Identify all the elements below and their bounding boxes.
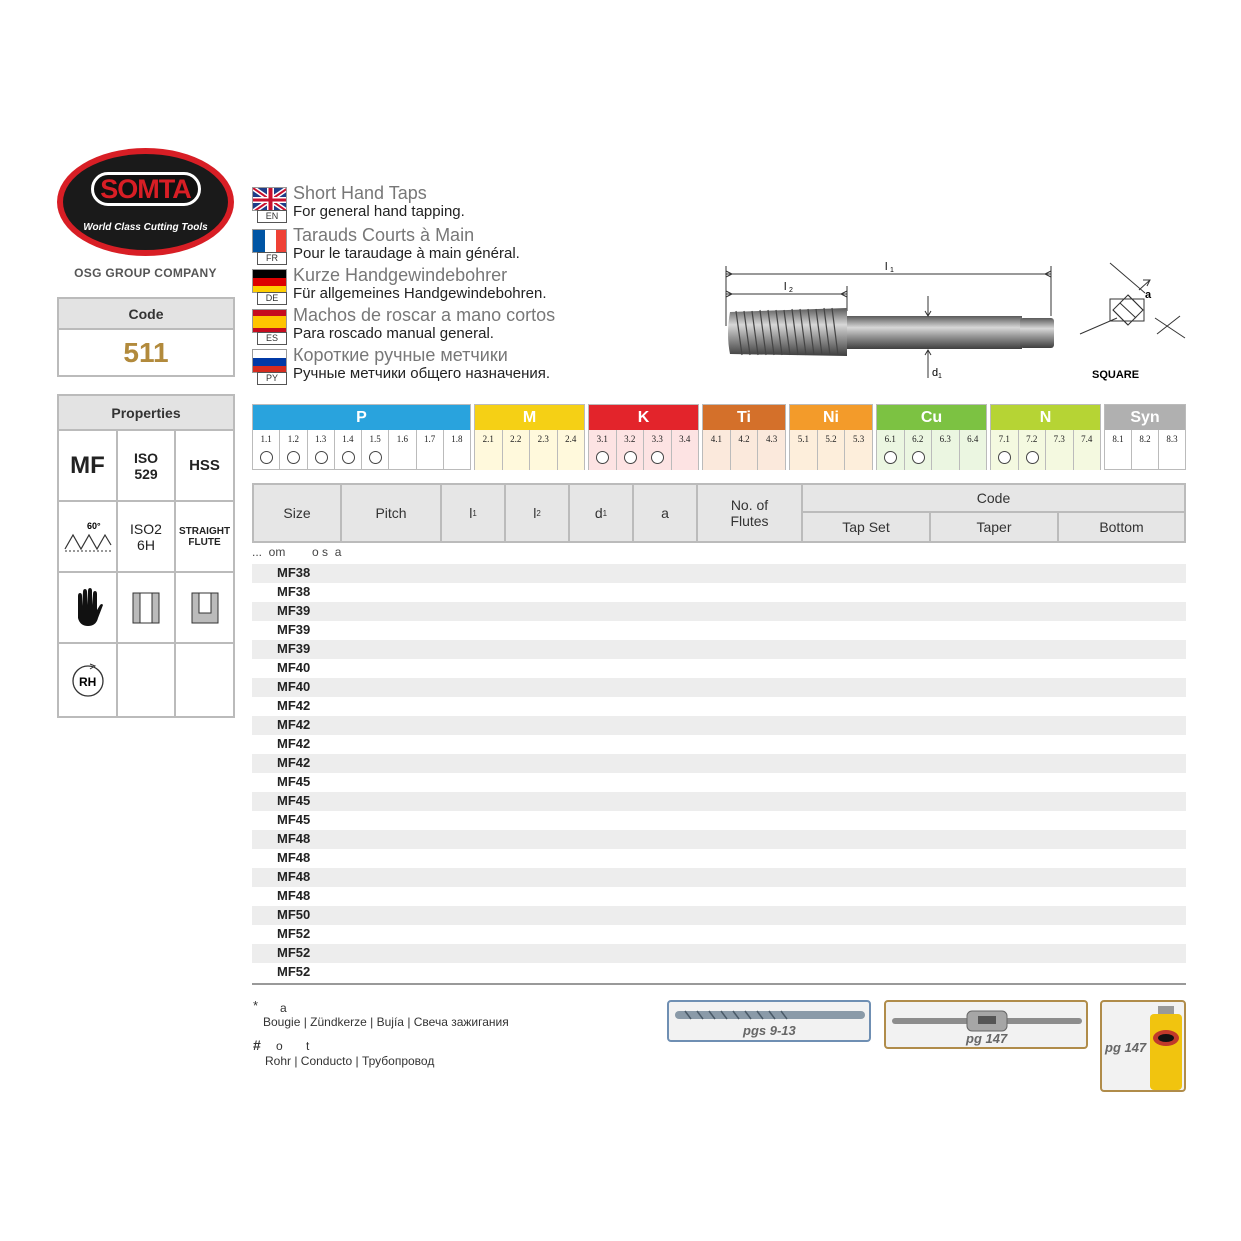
material-hss: HSS: [176, 431, 233, 502]
table-row: [252, 906, 1186, 925]
material-sub: 1.4: [335, 430, 362, 470]
lang-title: Kurze Handgewindebohrer: [293, 265, 508, 285]
col-d1: d 1: [570, 485, 634, 541]
flag-russia-icon: [252, 349, 287, 373]
blind-hole-icon: [176, 573, 233, 644]
row-size: MF38: [277, 584, 311, 599]
right-hand-label: RH: [78, 675, 96, 689]
lang-en: [252, 183, 672, 223]
col-l2: l 2: [506, 485, 570, 541]
material-sub: 6.3: [932, 430, 960, 470]
spray-can-icon: [1148, 1006, 1184, 1090]
flag-france-icon: [252, 229, 287, 253]
material-name: Ni: [790, 405, 872, 430]
material-group-ni: [789, 404, 873, 470]
material-group-cu: [876, 404, 987, 470]
row-size: MF40: [277, 660, 311, 675]
somta-logo: [57, 148, 234, 256]
row-size: MF45: [277, 812, 311, 827]
footnote-hash-text: Rohr | Conducto | Трубопровод: [265, 1054, 435, 1068]
suitable-circle-icon: [912, 451, 925, 464]
material-sub: 3.2: [617, 430, 645, 470]
col-l1: l 1: [442, 485, 506, 541]
footnote-star-symbol: *: [253, 998, 259, 1013]
table-row: [252, 716, 1186, 735]
right-hand-icon: [59, 644, 118, 716]
col-tapset: Tap Set: [803, 513, 931, 541]
table-row: [252, 754, 1186, 773]
material-group-m: [474, 404, 585, 470]
material-sub: 2.1: [475, 430, 503, 470]
l2-sub: 2: [789, 287, 793, 294]
table-row: [252, 963, 1186, 982]
footnote-star-text: Bougie | Zündkerze | Bujía | Свеча зажигания: [263, 1015, 509, 1029]
material-sub: 1.3: [308, 430, 335, 470]
material-sub: 1.8: [451, 434, 463, 444]
suitable-circle-icon: [287, 451, 300, 464]
table-row: [252, 773, 1186, 792]
flag-spain-icon: [252, 309, 287, 333]
row-size: MF52: [277, 926, 311, 941]
col-bottom: Bottom: [1099, 519, 1144, 535]
material-name: Ti: [703, 405, 785, 430]
thread-type: MF: [59, 431, 118, 502]
table-row: [252, 602, 1186, 621]
row-size: MF39: [277, 641, 311, 656]
material-sub: 1.2: [280, 430, 307, 470]
d1-label: d: [932, 367, 939, 379]
material-sub: 5.2: [818, 430, 846, 470]
thread-angle-label: 60°: [86, 520, 101, 531]
footnote-star-word: a: [280, 1001, 287, 1015]
material-sub: 3.3: [644, 430, 672, 470]
row-size: MF40: [277, 679, 311, 694]
material-sub: 5.3: [853, 434, 865, 444]
d1-sub: 1: [938, 373, 942, 380]
table-row: [252, 735, 1186, 754]
table-row: [252, 830, 1186, 849]
table-row: [252, 925, 1186, 944]
material-sub: 1.1: [253, 430, 280, 470]
material-sub: 3.1: [589, 430, 617, 470]
material-sub: 2.4: [565, 434, 577, 444]
material-name: M: [475, 405, 584, 430]
tap-wrench-accessory[interactable]: [884, 1000, 1088, 1049]
table-row: [252, 621, 1186, 640]
lang-es: [252, 305, 672, 345]
material-sub: 8.2: [1132, 430, 1159, 470]
row-size: MF48: [277, 869, 311, 884]
material-sub: 6.2: [905, 430, 933, 470]
suitable-circle-icon: [369, 451, 382, 464]
flag-germany-icon: [252, 269, 287, 293]
lang-subtitle: Für allgemeines Handgewindebohren.: [293, 285, 547, 302]
lang-code: FR: [257, 252, 287, 265]
row-size: MF52: [277, 945, 311, 960]
flute-type: STRAIGHT FLUTE: [176, 502, 233, 573]
material-sub: 4.2: [731, 430, 759, 470]
row-size: MF39: [277, 622, 311, 637]
through-hole-icon: [118, 573, 176, 644]
properties-label: Properties: [59, 396, 233, 431]
material-name: K: [589, 405, 698, 430]
tap-diagram: [720, 256, 1065, 386]
material-sub: 5.1: [790, 430, 818, 470]
suitable-circle-icon: [998, 451, 1011, 464]
row-size: MF48: [277, 888, 311, 903]
material-name: P: [253, 405, 470, 430]
lang-title: Tarauds Courts à Main: [293, 225, 475, 245]
table-row: [252, 887, 1186, 906]
material-name: N: [991, 405, 1100, 430]
material-name: Syn: [1105, 405, 1185, 430]
table-row: [252, 678, 1186, 697]
table-row: [252, 868, 1186, 887]
suitable-circle-icon: [260, 451, 273, 464]
properties-box: [57, 394, 235, 718]
drill-icon: [675, 1007, 865, 1023]
col-pitch: Pitch: [342, 485, 442, 541]
material-sub: 7.4: [1081, 434, 1093, 444]
table-bottom-rule: [252, 983, 1186, 985]
table-header: [252, 483, 1186, 543]
col-size: Size: [254, 485, 342, 541]
fluid-page-ref: pg 147: [1105, 1040, 1147, 1055]
table-row: [252, 944, 1186, 963]
lang-fr: [252, 225, 672, 265]
material-sub: 1.6: [389, 430, 416, 470]
lang-title: Короткие ручные метчики: [293, 345, 508, 365]
logo-tagline: World Class Cutting Tools: [83, 222, 208, 233]
table-row: [252, 564, 1186, 583]
lang-code: DE: [257, 292, 287, 305]
material-group-k: [588, 404, 699, 470]
thread-angle-icon: [59, 502, 118, 573]
table-row: [252, 811, 1186, 830]
table-row: [252, 849, 1186, 868]
material-name: Cu: [877, 405, 986, 430]
l1-sub: 1: [890, 267, 894, 274]
cutting-fluid-accessory[interactable]: [1100, 1000, 1186, 1092]
wrench-page-ref: pg 147: [966, 1031, 1008, 1046]
material-sub: 2.2: [503, 430, 531, 470]
footnote-hash-word: o t: [276, 1039, 310, 1053]
suitable-circle-icon: [315, 451, 328, 464]
material-sub: 6.1: [877, 430, 905, 470]
material-sub: 1.7: [417, 430, 444, 470]
material-sub: 8.3: [1166, 434, 1178, 444]
empty-cell: [176, 644, 233, 716]
group-company: OSG GROUP COMPANY: [74, 266, 217, 280]
row-size: MF42: [277, 717, 311, 732]
code-label: Code: [59, 299, 233, 330]
col-flutes: No. of Flutes: [698, 485, 803, 541]
table-row: [252, 792, 1186, 811]
l1-label: l: [885, 261, 888, 273]
empty-cell: [118, 644, 176, 716]
material-sub: 1.5: [362, 430, 389, 470]
row-size: MF42: [277, 755, 311, 770]
col-a: a: [634, 485, 698, 541]
suitable-circle-icon: [624, 451, 637, 464]
table-row: [252, 583, 1186, 602]
flag-uk-icon: [252, 187, 287, 211]
row-size: MF48: [277, 850, 311, 865]
suitable-circle-icon: [884, 451, 897, 464]
a-label: a: [1145, 289, 1152, 301]
material-sub: 2.3: [530, 430, 558, 470]
material-sub: 7.3: [1046, 430, 1074, 470]
row-size: MF42: [277, 736, 311, 751]
group-label: ... om o s a: [252, 545, 342, 559]
row-size: MF45: [277, 793, 311, 808]
lang-subtitle: Para roscado manual general.: [293, 325, 494, 342]
lang-subtitle: Pour le taraudage à main général.: [293, 245, 520, 262]
row-size: MF42: [277, 698, 311, 713]
lang-ru: [252, 345, 672, 385]
row-size: MF38: [277, 565, 311, 580]
lang-title: Short Hand Taps: [293, 183, 427, 203]
material-group-ti: [702, 404, 786, 470]
material-sub: 4.3: [766, 434, 778, 444]
drill-accessory[interactable]: [667, 1000, 871, 1042]
material-group-p: [252, 404, 471, 470]
suitable-circle-icon: [342, 451, 355, 464]
lang-subtitle: Ручные метчики общего назначения.: [293, 365, 551, 382]
row-size: MF50: [277, 907, 311, 922]
suitable-circle-icon: [1026, 451, 1039, 464]
footnote-hash-symbol: #: [253, 1037, 261, 1053]
material-sub: 4.1: [703, 430, 731, 470]
material-sub: 6.4: [967, 434, 979, 444]
material-sub: 8.1: [1105, 430, 1132, 470]
table-row: [252, 659, 1186, 678]
drill-page-ref: pgs 9-13: [743, 1023, 796, 1038]
lang-code: PY: [257, 372, 287, 385]
logo-text: SOMTA: [100, 174, 191, 204]
row-size: MF45: [277, 774, 311, 789]
col-code: Code: [803, 485, 1184, 513]
hand-glove-icon: [59, 573, 118, 644]
row-size: MF39: [277, 603, 311, 618]
material-sub: 7.2: [1019, 430, 1047, 470]
square-diagram: [1075, 258, 1190, 383]
material-group-n: [990, 404, 1101, 470]
suitable-circle-icon: [596, 451, 609, 464]
l2-label: l: [784, 281, 787, 293]
square-label: SQUARE: [1092, 369, 1140, 381]
suitable-circle-icon: [651, 451, 664, 464]
col-taper: Taper: [931, 513, 1059, 541]
standard-iso529: ISO 529: [118, 431, 176, 502]
table-row: [252, 697, 1186, 716]
material-sub: 3.4: [679, 434, 691, 444]
material-sub: 7.1: [991, 430, 1019, 470]
lang-code: EN: [257, 210, 287, 223]
code-value: 511: [123, 337, 169, 368]
code-box: [57, 297, 235, 377]
row-size: MF52: [277, 964, 311, 979]
lang-subtitle: For general hand tapping.: [293, 203, 465, 220]
tolerance-class: ISO2 6H: [118, 502, 176, 573]
row-size: MF48: [277, 831, 311, 846]
lang-de: [252, 265, 672, 305]
lang-title: Machos de roscar a mano cortos: [293, 305, 556, 325]
lang-code: ES: [257, 332, 287, 345]
table-row: [252, 640, 1186, 659]
material-group-syn: [1104, 404, 1186, 470]
